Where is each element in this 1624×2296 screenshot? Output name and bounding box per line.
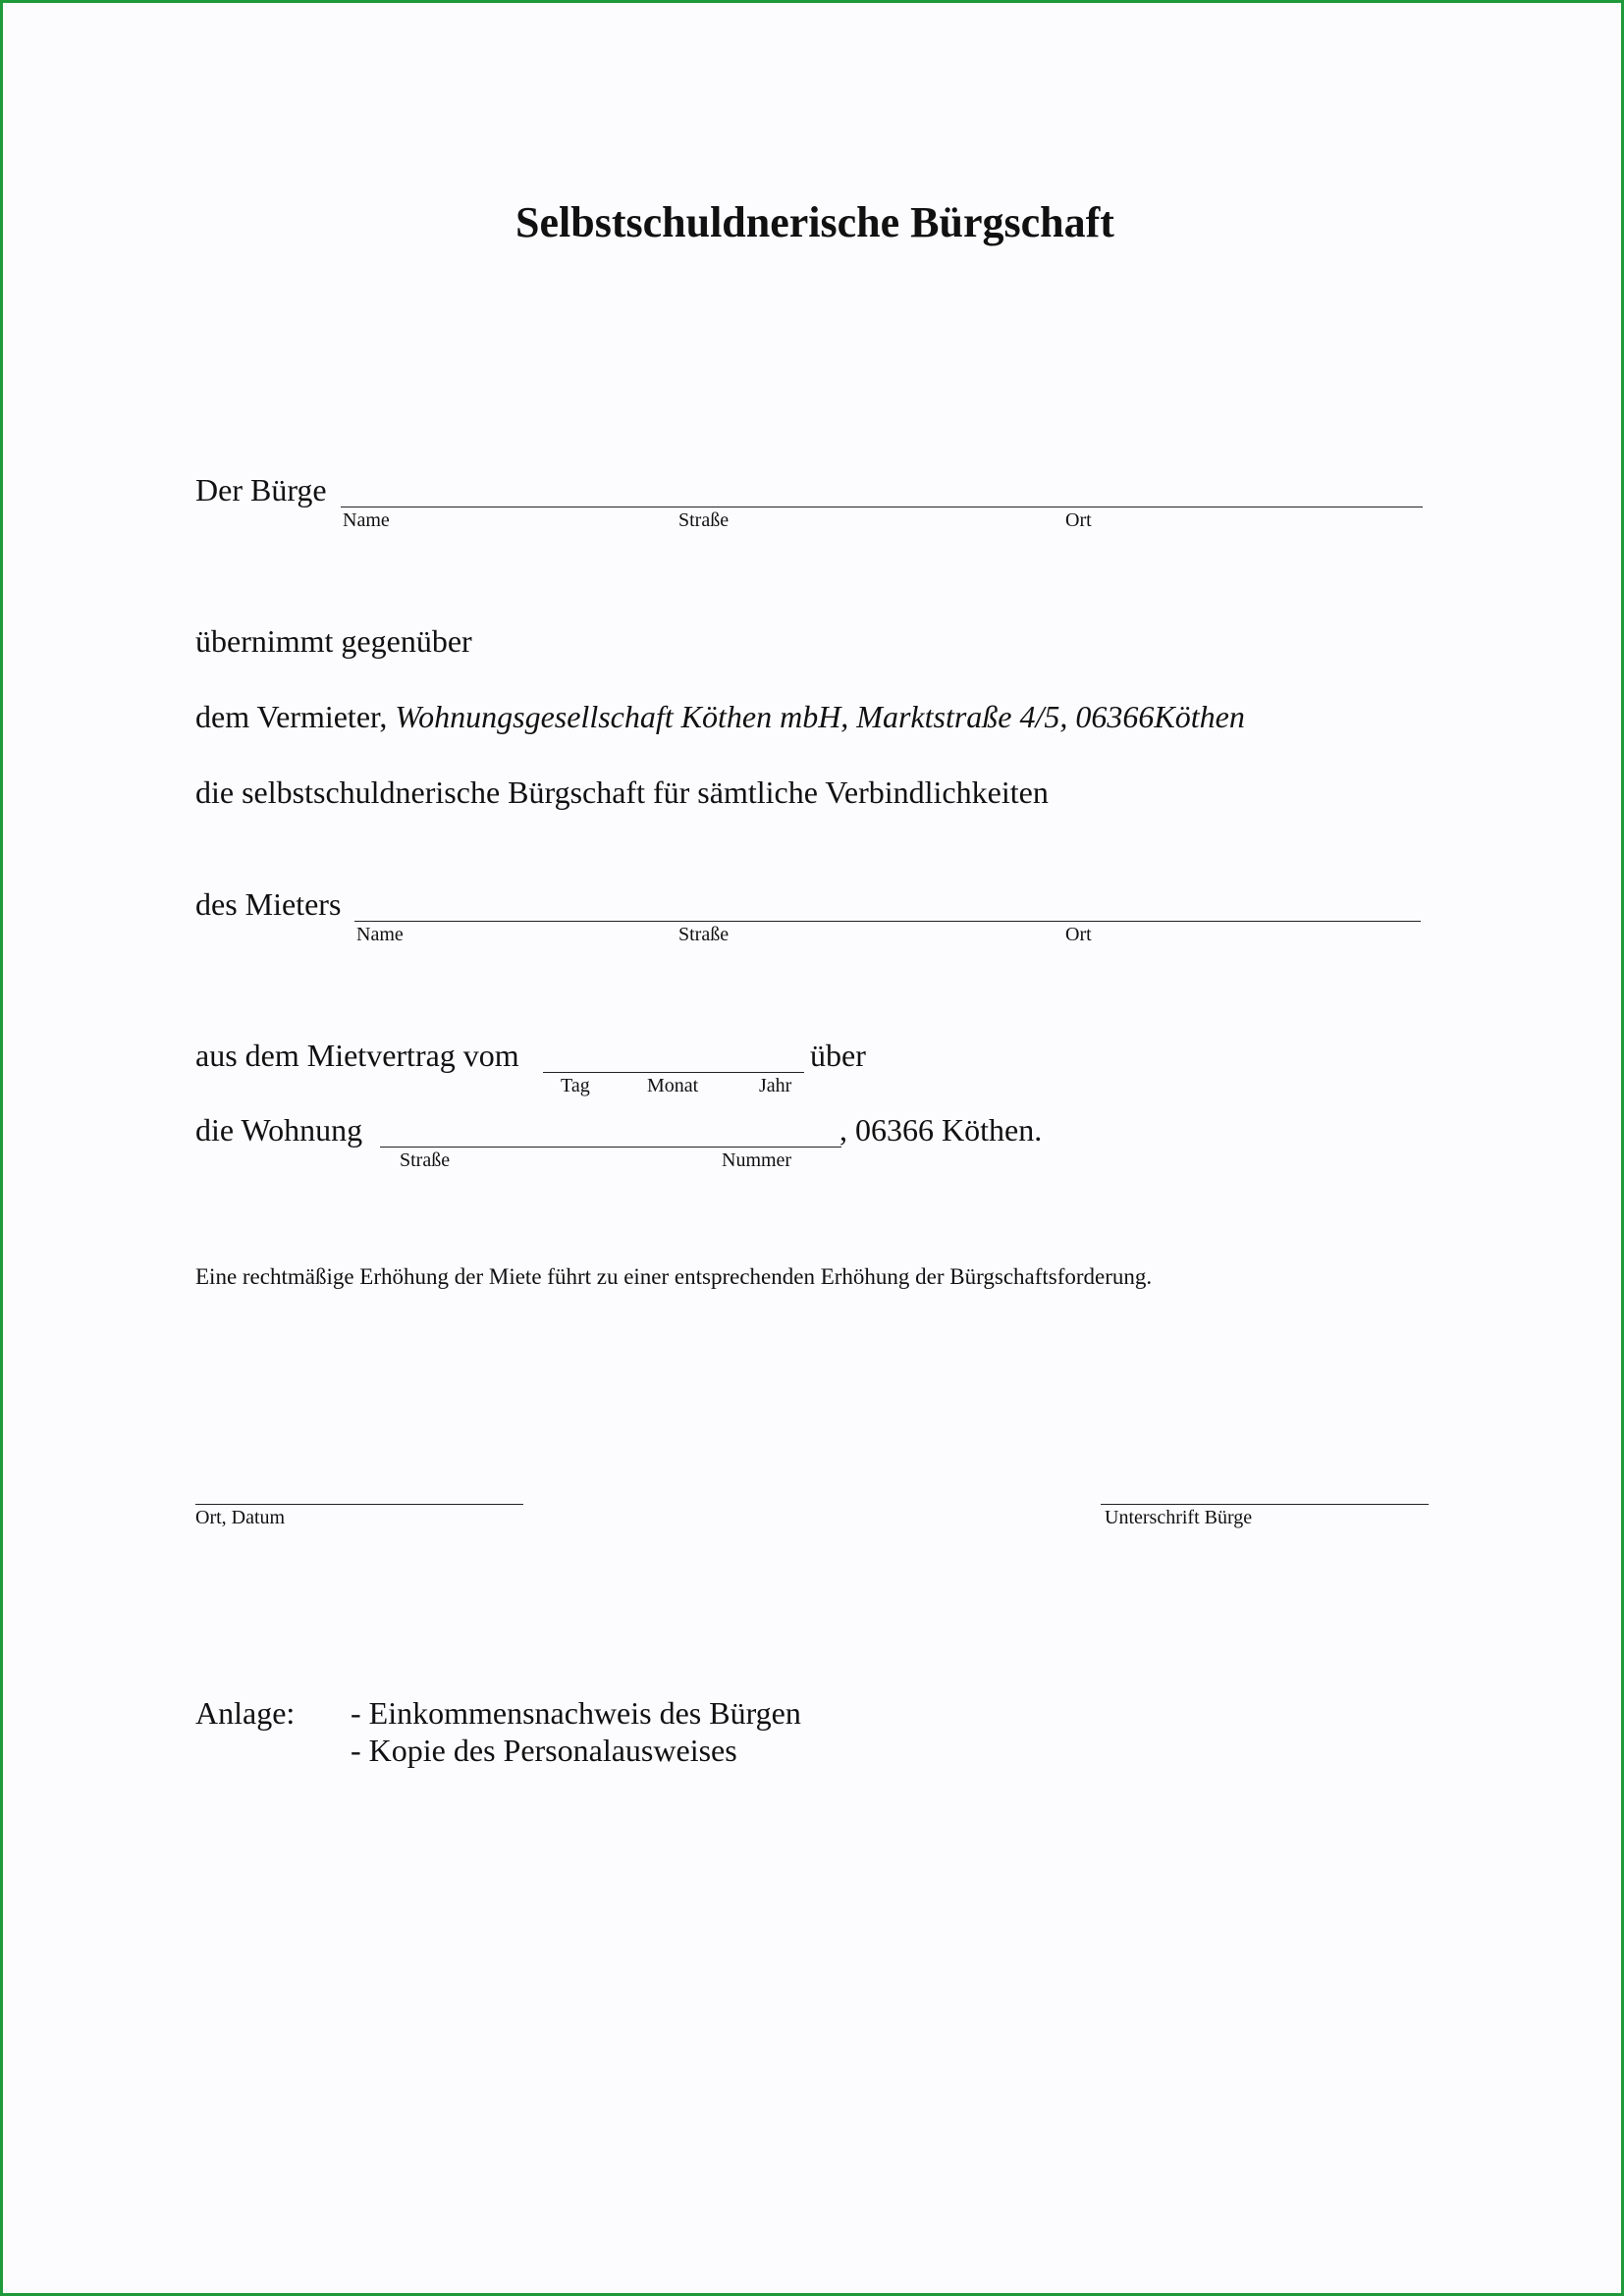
mietvertrag-day-label: Tag <box>561 1075 590 1096</box>
anlage-item-id-copy: - Kopie des Personalausweises <box>351 1733 737 1768</box>
vermieter-name: Wohnungsgesellschaft Köthen mbH, Marktstraße 4/5, 06366Köthen <box>395 699 1245 734</box>
wohnung-number-label: Nummer <box>722 1149 792 1171</box>
mieter-line <box>354 921 1421 922</box>
wohnung-line <box>380 1147 841 1148</box>
mietvertrag-label: aus dem Mietvertrag vom <box>195 1038 519 1073</box>
wohnung-street-label: Straße <box>400 1149 451 1171</box>
increase-note: Eine rechtmäßige Erhöhung der Miete führt zu einer entsprechenden Erhöhung der Bürgschaftsforderung. <box>195 1264 1153 1289</box>
place-date-label: Ort, Datum <box>195 1507 286 1528</box>
document-title: Selbstschuldnerische Bürgschaft <box>515 198 1114 246</box>
mietvertrag-suffix: über <box>810 1038 866 1073</box>
mietvertrag-date-line <box>543 1072 804 1073</box>
wohnung-label: die Wohnung <box>195 1112 363 1148</box>
buerge-city-label: Ort <box>1065 509 1092 531</box>
buerge-street-label: Straße <box>678 509 730 531</box>
signer-label: Unterschrift Bürge <box>1105 1507 1253 1528</box>
mieter-label: des Mieters <box>195 886 342 922</box>
mietvertrag-year-label: Jahr <box>759 1075 792 1096</box>
uebernimmt-text: übernimmt gegenüber <box>195 623 472 659</box>
signer-line <box>1101 1504 1429 1505</box>
vermieter-line <box>195 697 1245 736</box>
verbindlichkeiten-text: die selbstschuldnerische Bürgschaft für sämtliche Verbindlichkeiten <box>195 774 1049 810</box>
mieter-street-label: Straße <box>678 924 730 945</box>
buerge-name-label: Name <box>343 509 390 531</box>
mieter-name-label: Name <box>356 924 404 945</box>
anlage-item-income: - Einkommensnachweis des Bürgen <box>351 1695 801 1731</box>
mietvertrag-month-label: Monat <box>647 1075 699 1096</box>
vermieter-prefix: dem Vermieter, <box>195 699 388 734</box>
wohnung-suffix: , 06366 Köthen. <box>839 1112 1043 1148</box>
place-date-line <box>195 1504 523 1505</box>
buerge-label: Der Bürge <box>195 472 327 507</box>
mieter-city-label: Ort <box>1065 924 1092 945</box>
anlage-label: Anlage: <box>195 1695 296 1731</box>
